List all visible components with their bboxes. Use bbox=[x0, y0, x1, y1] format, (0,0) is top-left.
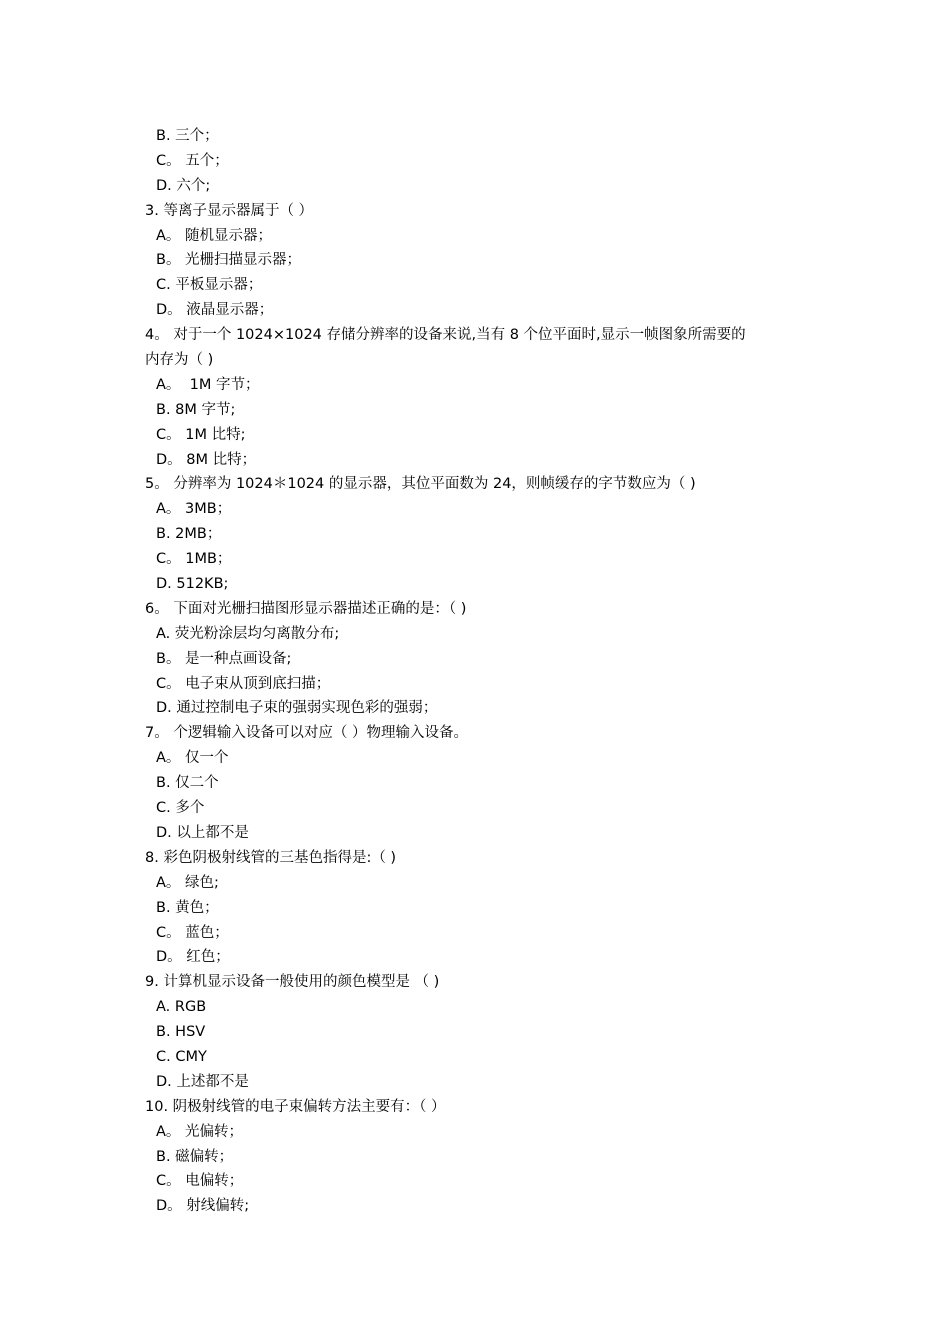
question-text: 10. 阴极射线管的电子束偏转方法主要有：（ ） bbox=[145, 1098, 446, 1115]
answer-option: D. 上述都不是 bbox=[156, 1073, 249, 1090]
answer-option: C。 1M 比特; bbox=[156, 426, 246, 443]
answer-option: A。 3MB； bbox=[156, 501, 232, 518]
answer-option: B. 8M 字节; bbox=[156, 401, 236, 418]
answer-option: C。 1MB； bbox=[156, 551, 232, 568]
question-text: 9. 计算机显示设备一般使用的颜色模型是 （ ) bbox=[145, 974, 440, 991]
answer-option: C。 电子束从顶到底扫描； bbox=[156, 675, 331, 692]
answer-option: D. 通过控制电子束的强弱实现色彩的强弱； bbox=[156, 700, 438, 717]
answer-option: C。 五个； bbox=[156, 152, 229, 169]
answer-option: D。 液晶显示器； bbox=[156, 302, 274, 319]
answer-option: A。 1M 字节； bbox=[156, 376, 260, 393]
question-text: 6。 下面对光栅扫描图形显示器描述正确的是：（ ) bbox=[145, 600, 467, 617]
question-list bbox=[145, 124, 815, 1219]
answer-option: D. 512KB; bbox=[156, 576, 229, 593]
answer-option: D. 六个; bbox=[156, 177, 211, 194]
answer-option: D。 8M 比特； bbox=[156, 451, 257, 468]
answer-option: B. HSV bbox=[156, 1024, 206, 1041]
answer-option: D。 红色； bbox=[156, 949, 230, 966]
answer-option: C. 多个 bbox=[156, 800, 205, 817]
answer-option: A。 光偏转； bbox=[156, 1123, 244, 1140]
answer-option: A。 绿色; bbox=[156, 874, 219, 891]
answer-option: D. 以上都不是 bbox=[156, 824, 249, 841]
answer-option: C. 平板显示器； bbox=[156, 277, 263, 294]
answer-option: A。 仅一个 bbox=[156, 750, 229, 767]
answer-option: B。 光栅扫描显示器； bbox=[156, 252, 302, 269]
answer-option: B. 黄色； bbox=[156, 899, 219, 916]
question-text: 3. 等离子显示器属于（ ） bbox=[145, 202, 314, 219]
answer-option: B. 三个； bbox=[156, 128, 219, 144]
answer-option: A. RGB bbox=[156, 999, 207, 1016]
question-text: 7。 个逻辑输入设备可以对应（ ）物理输入设备。 bbox=[145, 725, 468, 742]
question-text: 4。 对于一个 1024×1024 存储分辨率的设备来说,当有 8 个位平面时,显示一帧图象所需要的 bbox=[145, 327, 746, 344]
answer-option: B。 是一种点画设备; bbox=[156, 650, 292, 667]
question-text: 5。 分辨率为 1024＊1024 的显示器，其位平面数为 24，则帧缓存的字节数应为（ ) bbox=[145, 476, 696, 493]
answer-option: B. 磁偏转； bbox=[156, 1148, 234, 1165]
question-text: 内存为（ ) bbox=[145, 352, 214, 369]
answer-option: B. 仅二个 bbox=[156, 775, 219, 792]
question-text: 8. 彩色阴极射线管的三基色指得是:（ ) bbox=[145, 849, 397, 866]
answer-option: B. 2MB； bbox=[156, 526, 222, 543]
answer-option: C。 电偏转； bbox=[156, 1173, 244, 1190]
answer-option: A。 随机显示器； bbox=[156, 227, 273, 244]
answer-option: C. CMY bbox=[156, 1048, 207, 1065]
answer-option: D。 射线偏转; bbox=[156, 1198, 250, 1215]
answer-option: C。 蓝色； bbox=[156, 924, 229, 941]
answer-option: A. 荧光粉涂层均匀离散分布; bbox=[156, 625, 340, 642]
